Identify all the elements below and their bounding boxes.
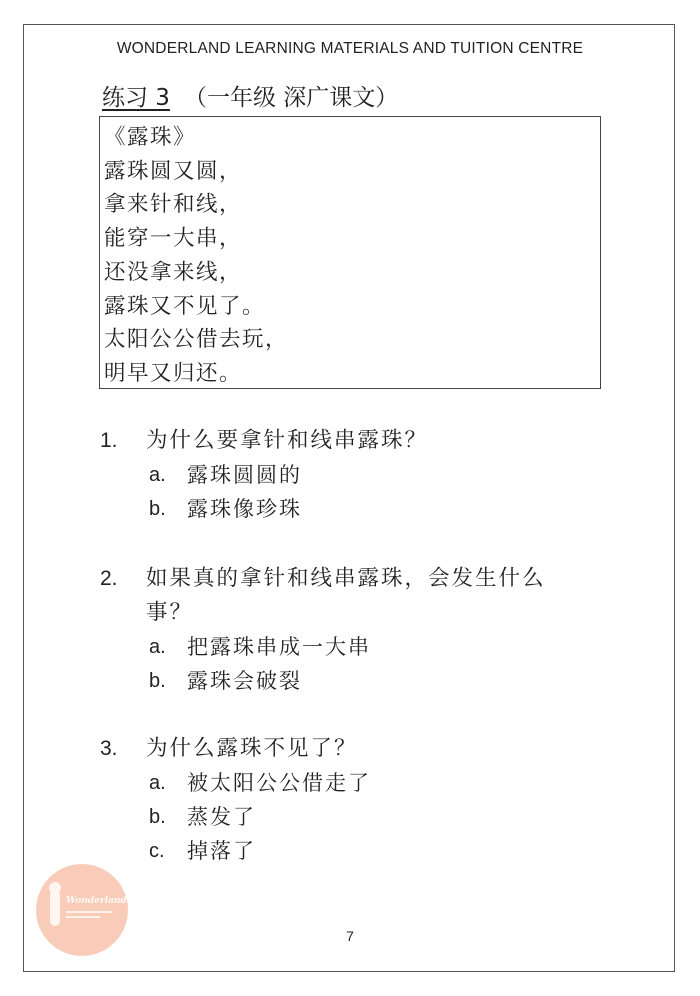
question-text-continued: 事？ <box>146 600 194 625</box>
option-letter: b. <box>149 670 166 692</box>
poem-line: 还没拿来线， <box>104 259 243 285</box>
option-text: 掉落了 <box>187 839 256 863</box>
logo-tagline-line <box>66 911 112 913</box>
option-letter: b. <box>149 498 166 520</box>
question-text: 为什么要拿针和线串露珠？ <box>146 428 429 453</box>
option-letter: b. <box>149 806 166 828</box>
option-3b[interactable] <box>100 800 371 834</box>
question-text: 如果真的拿针和线串露珠，会发生什么 <box>146 566 546 591</box>
question-3 <box>100 732 371 868</box>
question-text: 为什么露珠不见了？ <box>146 736 358 761</box>
option-text: 露珠圆圆的 <box>187 463 302 487</box>
exercise-title <box>102 83 398 113</box>
option-letter: a. <box>149 464 166 486</box>
option-text: 蒸发了 <box>187 805 256 829</box>
logo-brand-text: Wonderland <box>66 896 127 906</box>
option-letter: a. <box>149 772 166 794</box>
poem-line: 明早又归还。 <box>104 360 243 386</box>
option-text: 被太阳公公借走了 <box>187 771 371 795</box>
question-number: 3. <box>100 737 118 760</box>
question-number: 1. <box>100 429 118 452</box>
option-1b[interactable] <box>100 492 428 526</box>
option-text: 露珠像珍珠 <box>187 497 302 521</box>
header-title: WONDERLAND LEARNING MATERIALS AND TUITION CENTRE <box>116 40 584 57</box>
poem-line: 太阳公公借去玩， <box>104 327 289 353</box>
poem-line: 露珠圆又圆， <box>104 158 243 184</box>
option-2a[interactable] <box>100 630 546 664</box>
option-text: 把露珠串成一大串 <box>187 635 371 659</box>
exercise-subtitle: （一年级 深广课文） <box>183 85 399 111</box>
poem-line: 拿来针和线， <box>104 192 243 218</box>
option-letter: a. <box>149 636 166 658</box>
page-number: 7 <box>346 928 354 944</box>
option-text: 露珠会破裂 <box>187 669 302 693</box>
option-3c[interactable] <box>100 834 371 868</box>
question-number: 2. <box>100 567 118 590</box>
option-2b[interactable] <box>100 664 546 698</box>
option-letter: c. <box>149 840 165 862</box>
poem-line: 能穿一大串， <box>104 226 243 252</box>
option-3a[interactable] <box>100 766 371 800</box>
logo-tagline-line <box>66 916 100 918</box>
option-1a[interactable] <box>100 458 428 492</box>
question-1 <box>100 424 428 526</box>
poem-box <box>99 116 601 389</box>
poem-line: 露珠又不见了。 <box>104 293 266 319</box>
poem-title: 《露珠》 <box>104 125 197 150</box>
logo-figure-body <box>50 890 60 926</box>
question-2 <box>100 562 546 698</box>
exercise-label: 练习 3 <box>102 85 170 111</box>
